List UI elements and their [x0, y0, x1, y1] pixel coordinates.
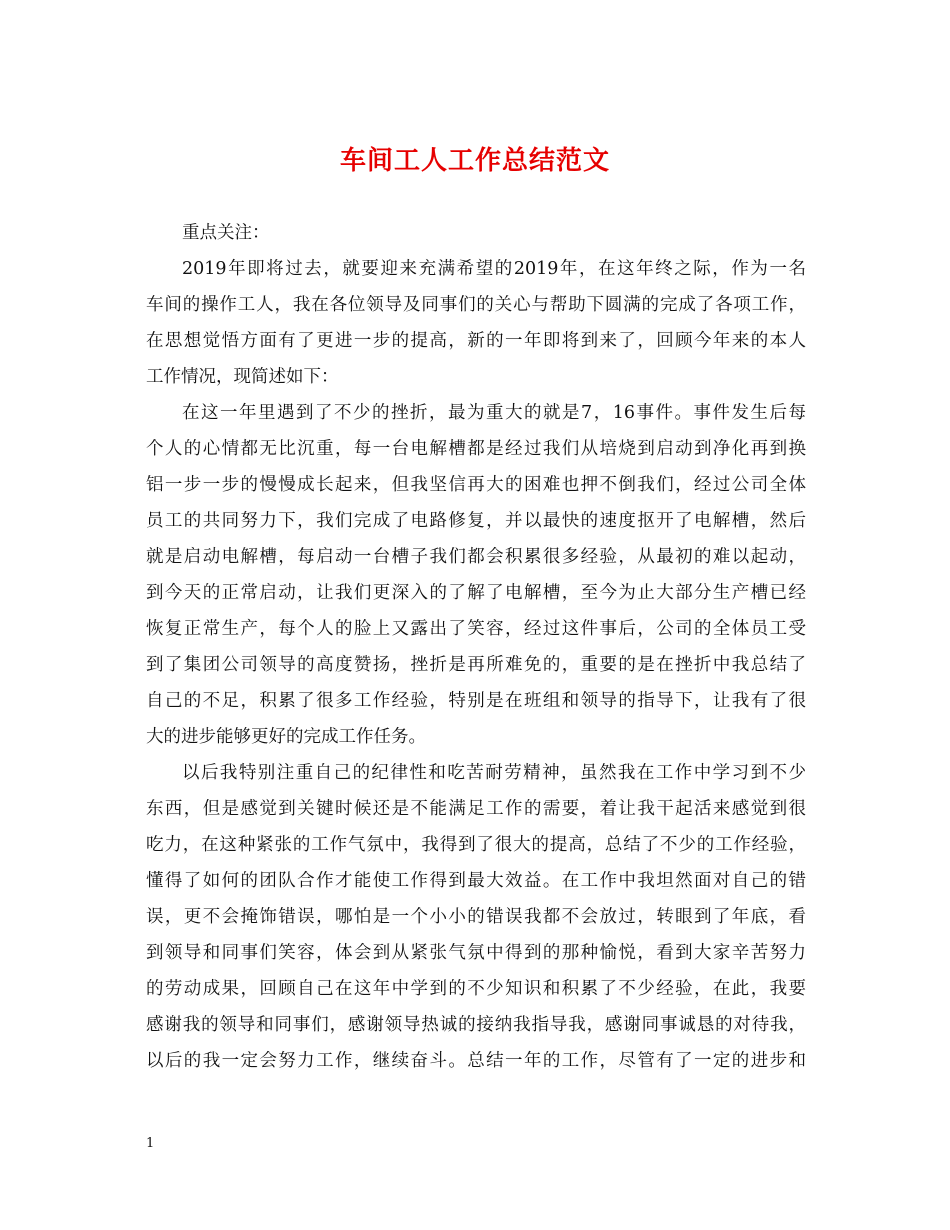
text-line: 铝一步一步的慢慢成长起来，但我坚信再大的困难也押不倒我们，经过公司全体 — [146, 475, 806, 495]
text-line: 以后的我一定会努力工作，继续奋斗。总结一年的工作，尽管有了一定的进步和 — [146, 1051, 806, 1071]
text-line: 误，更不会掩饰错误，哪怕是一个小小的错误我都不会放过，转眼到了年底，看 — [146, 907, 806, 927]
text-line: 在思想觉悟方面有了更进一步的提高，新的一年即将到来了，回顾今年来的本人 — [146, 331, 806, 351]
text-line: 2019年即将过去，就要迎来充满希望的2019年，在这年终之际，作为一名 — [182, 259, 806, 279]
text-line: 到领导和同事们笑容，体会到从紧张气氛中得到的那种愉悦，看到大家辛苦努力 — [146, 943, 806, 963]
text-line: 在这一年里遇到了不少的挫折，最为重大的就是7，16事件。事件发生后每 — [182, 403, 806, 423]
text-line: 感谢我的领导和同事们，感谢领导热诚的接纳我指导我，感谢同事诚恳的对待我， — [146, 1015, 806, 1035]
text-line: 懂得了如何的团队合作才能使工作得到最大效益。在工作中我坦然面对自己的错 — [146, 871, 806, 891]
text-line: 吃力，在这种紧张的工作气氛中，我得到了很大的提高，总结了不少的工作经验， — [146, 835, 806, 855]
text-line: 到了集团公司领导的高度赞扬，挫折是再所难免的，重要的是在挫折中我总结了 — [146, 655, 806, 675]
text-line: 到今天的正常启动，让我们更深入的了解了电解槽，至今为止大部分生产槽已经 — [146, 583, 806, 603]
text-line: 员工的共同努力下，我们完成了电路修复，并以最快的速度抠开了电解槽，然后 — [146, 511, 806, 531]
text-line: 东西，但是感觉到关键时候还是不能满足工作的需要，着让我干起活来感觉到很 — [146, 799, 806, 819]
text-line: 车间的操作工人，我在各位领导及同事们的关心与帮助下圆满的完成了各项工作， — [146, 295, 806, 315]
document-title: 车间工人工作总结范文 — [339, 146, 610, 176]
text-line: 就是启动电解槽，每启动一台槽子我们都会积累很多经验，从最初的难以起动， — [146, 547, 806, 567]
page-number: 1 — [146, 1136, 155, 1151]
text-line: 重点关注： — [182, 223, 270, 243]
text-line: 个人的心情都无比沉重，每一台电解槽都是经过我们从培烧到启动到净化再到换 — [146, 439, 806, 459]
text-line: 恢复正常生产，每个人的脸上又露出了笑容，经过这件事后，公司的全体员工受 — [146, 619, 806, 639]
text-line: 以后我特别注重自己的纪律性和吃苦耐劳精神，虽然我在工作中学习到不少 — [182, 763, 806, 783]
text-line: 工作情况，现简述如下： — [146, 367, 339, 387]
text-line: 大的进步能够更好的完成工作任务。 — [146, 727, 426, 747]
text-line: 的劳动成果，回顾自己在这年中学到的不少知识和积累了不少经验，在此，我要 — [146, 979, 806, 999]
text-line: 自己的不足，积累了很多工作经验，特别是在班组和领导的指导下，让我有了很 — [146, 691, 806, 711]
